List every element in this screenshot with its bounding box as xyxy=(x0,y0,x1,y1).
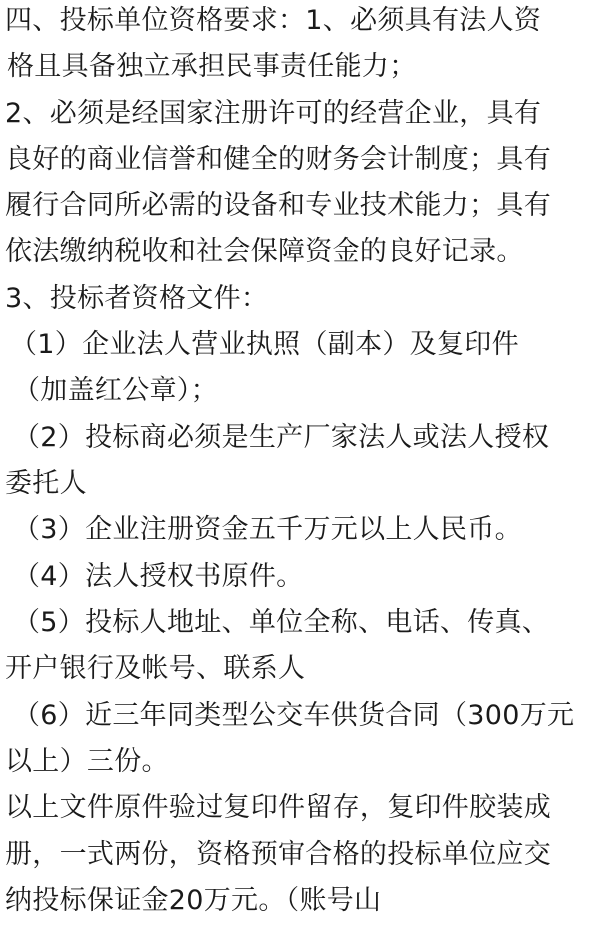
text-line: 以上）三份。 xyxy=(5,746,169,777)
text-line: （6）近三年同类型公交车供货合同（300万元 xyxy=(13,700,575,731)
text-line: 开户银行及帐号、联系人 xyxy=(5,653,306,684)
text-line: （4）法人授权书原件。 xyxy=(13,561,304,592)
text-line: 册，一式两份，资格预审合格的投标单位应交 xyxy=(5,839,551,870)
text-line: （5）投标人地址、单位全称、电话、传真、 xyxy=(13,607,550,638)
text-line: （2）投标商必须是生产厂家法人或法人授权 xyxy=(13,422,550,453)
text-line: 纳投标保证金20万元。（账号山 xyxy=(5,885,382,916)
text-line: 履行合同所必需的设备和专业技术能力；具有 xyxy=(5,190,551,221)
text-line: 委托人 xyxy=(5,468,87,499)
text-line: 良好的商业信誉和健全的财务会计制度；具有 xyxy=(5,144,551,175)
text-line: 以上文件原件验过复印件留存，复印件胶装成 xyxy=(5,792,551,823)
text-line: 依法缴纳税收和社会保障资金的良好记录。 xyxy=(5,236,524,267)
text-line: 格且具备独立承担民事责任能力； xyxy=(7,51,417,82)
text-line: 四、投标单位资格要求：1、必须具有法人资 xyxy=(5,5,542,36)
text-line: 2、必须是经国家注册许可的经营企业，具有 xyxy=(5,98,542,129)
text-line: 3、投标者资格文件： xyxy=(5,283,269,314)
text-line: （3）企业注册资金五千万元以上人民币。 xyxy=(13,514,522,545)
text-line: （1）企业法人营业执照（副本）及复印件 xyxy=(10,329,519,360)
text-line: （加盖红公章）； xyxy=(13,375,218,406)
